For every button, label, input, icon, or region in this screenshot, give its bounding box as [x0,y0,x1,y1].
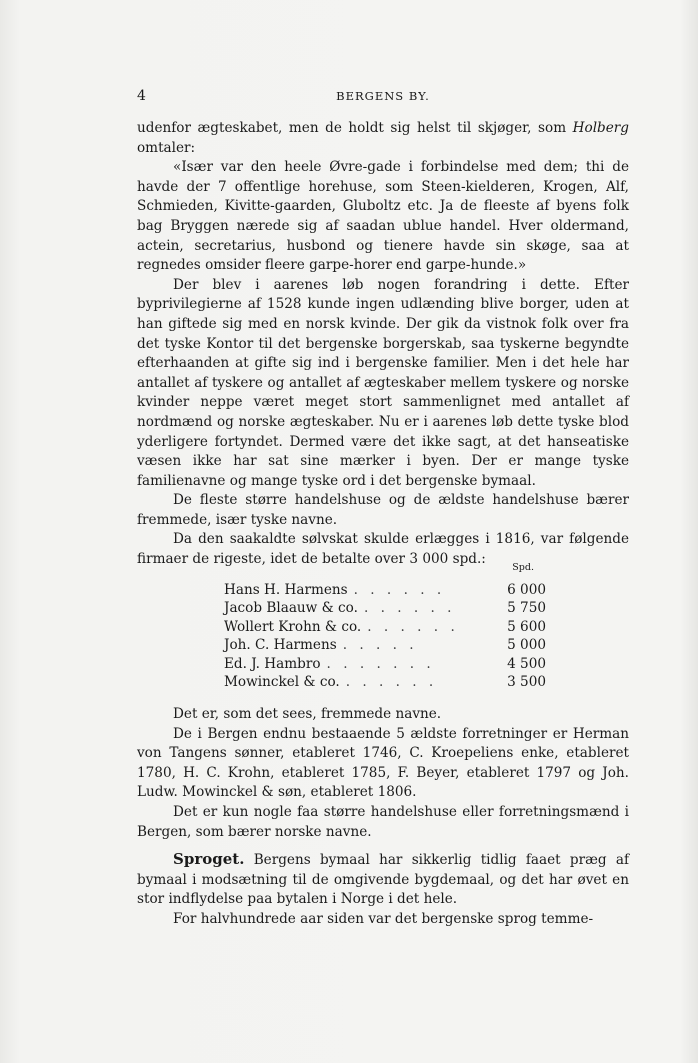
quote-paragraph: «Især var den heele Øvre-gade i forbindelse med dem; thi de havde der 7 offentlige horehuse, som Steen-kielderen, Krogen, Alf, Schmieden, Kivitte-gaarden, Gluboltz etc. Ja de fleeste af byens folk bag Bryggen nærede sig af saadan ublue handel. Hver oldermand, actein, secretarius, husbond og tienere havde sin skøge, saa at regnedes omsider fleere garpe-horer end garpe-hunde.» [137,159,629,274]
section-paragraph-2: For halvhundrede aar siden var det bergenske sprog temme- [173,910,594,927]
firm-amount: 5 750 [507,600,546,617]
section-paragraph [137,850,629,910]
leader-dots: . . . . . . [345,673,438,690]
paragraph-1 [137,119,629,158]
leader-dots: . . . . . [342,637,418,654]
firm-table [224,562,546,691]
author-name: Holberg [572,120,629,136]
page-header [137,86,629,106]
firm-rows [224,581,546,691]
section-text: Bergens bymaal har sikkerlig tidlig faaet præg af bymaal i modsætning til de omgivende bygdemaal, og det har øvet en stor indflydelse paa bytalen i Norge i det hele. [137,852,629,908]
firm-name: Jacob Blaauw & co. [224,600,358,617]
paragraph-1-end: omtaler: [137,139,196,156]
firm-name: Ed. J. Hambro [224,655,321,672]
section-heading: Sproget. [173,850,245,868]
leader-dots: . . . . . . [367,618,459,635]
firm-amount: 6 000 [507,582,546,598]
paragraph-4: Da den saakaldte sølvskat skulde erlægges i 1816, var følgende firmaer de rigeste, idet de betalte over 3 000 spd.: [137,531,629,568]
firm-amount: 5 000 [507,637,546,654]
paragraph-3: De fleste større handelshuse og de ældste handelshuse bærer fremmede, især tyske navne. [137,492,629,528]
firm-name: Wollert Krohn & co. [224,618,362,635]
table-row [224,655,546,673]
firm-amount: 4 500 [507,655,546,672]
text-block-lower [137,850,629,929]
paragraph-2: Der blev i aarenes løb nogen forandring i dette. Efter byprivilegierne af 1528 kunde ingen udlænding blive borger, uden at han giftede sig med en norsk kvinde. Der gik da vistnok folk over fra det tyske Kontor til det bergenske borgerskab, saa tyskerne begyndte efterhaanden at gifte sig ind i bergenske familier. Men i det hele har antallet af tyskere og antallet af ægteskaber mellem tyskere og norske kvinder neppe været meget stort sammenlignet med antallet af nordmænd og norske ægteskaber. Nu er i aarenes løb dette tyske blod yderligere fortyndet. Dermed være det ikke sagt, at det hanseatiske væsen ikke har sat sine mærker i byen. Der er mange tyske familienavne og mange tyske ord i det bergenske bymaal. [137,276,629,489]
text-block-middle [137,705,629,842]
paragraph-7: Det er kun nogle faa større handelshuse eller forretningsmænd i Bergen, som bærer norske navne. [137,803,629,840]
leader-dots: . . . . . . [363,600,456,617]
firm-amount: 5 600 [507,618,546,635]
paragraph-5: Det er, som det sees, fremmede navne. [173,706,442,722]
table-row [224,599,546,617]
leader-dots: . . . . . . [353,582,446,598]
running-title: BERGENS BY. [336,89,430,103]
firm-name: Joh. C. Harmens [224,637,337,654]
leader-dots: . . . . . . . [326,655,435,672]
table-row [224,636,546,654]
page-number: 4 [137,88,146,104]
text-block-upper [137,119,629,570]
paragraph-6: De i Bergen endnu bestaaende 5 ældste forretninger er Herman von Tangens sønner, etableret 1746, C. Kroepeliens enke, etableret 1780, H. C. Krohn, etableret 1785, F. Beyer, etableret 1797 og Joh. Ludw. Mowinckel & søn, etableret 1806. [137,725,629,801]
firm-amount: 3 500 [507,673,546,690]
paragraph-1-text: udenfor ægteskabet, men de holdt sig helst til skjøger, som [137,120,573,136]
unit-label: Spd. [512,562,534,573]
table-row [224,618,546,636]
table-row [224,581,546,599]
firm-name: Hans H. Harmens [224,582,348,598]
table-row [224,673,546,691]
firm-name: Mowinckel & co. [224,673,340,690]
